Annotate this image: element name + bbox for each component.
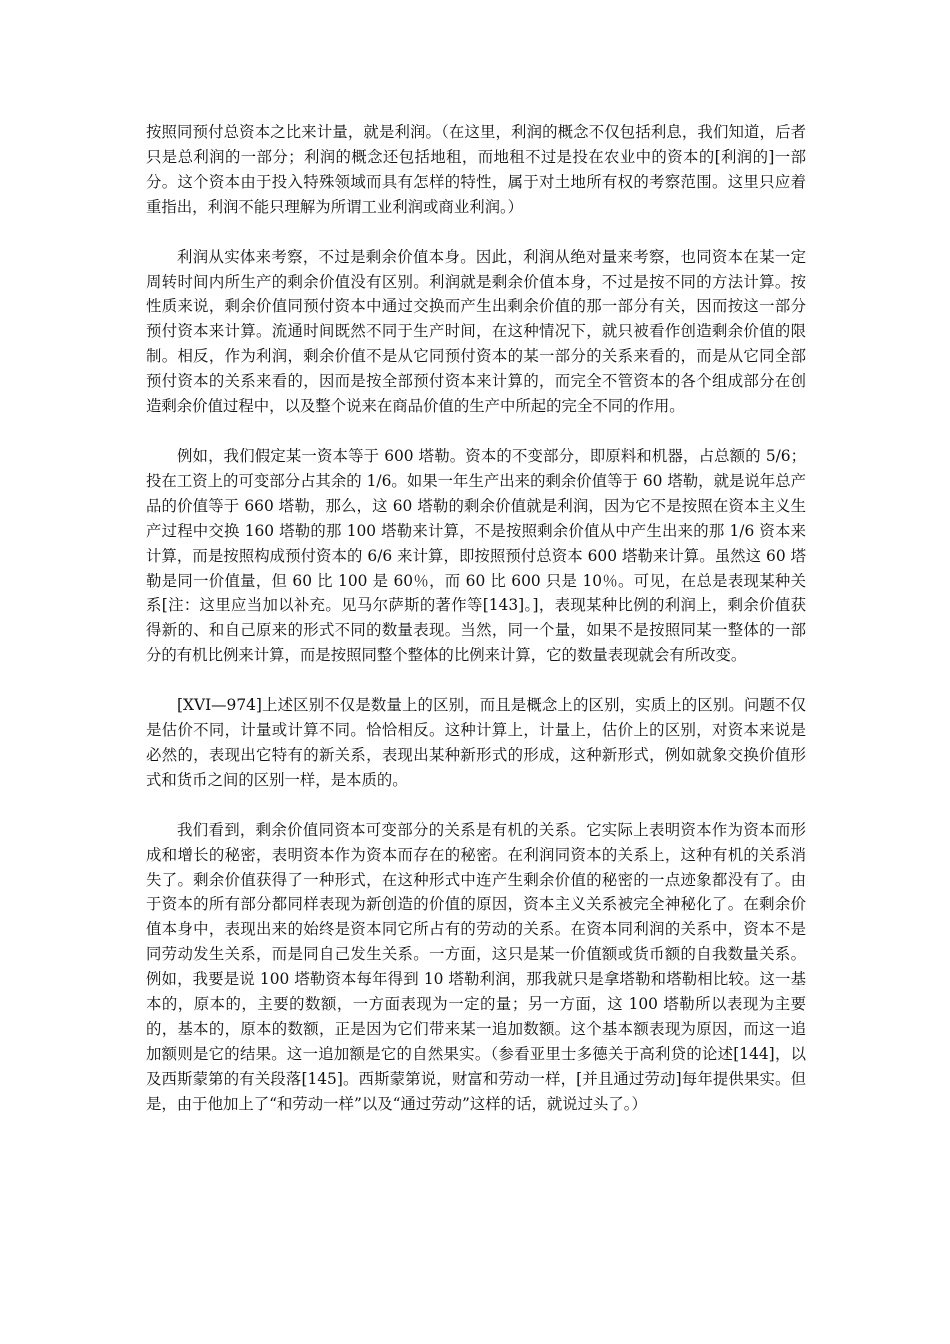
paragraph-4: [XVI—974]上述区别不仅是数量上的区别，而且是概念上的区别，实质上的区别。问题不仅是估价不同，计量或计算不同。恰恰相反。这种计算上，计量上，估价上的区别，对资本来说是必然的，表现出它特有的新关系，表现出某种新形式的形成，这种新形式，例如就象交换价值形式和货币之间的区别一样，是本质的。 xyxy=(146,696,806,789)
paragraph-2: 利润从实体来考察，不过是剩余价值本身。因此，利润从绝对量来考察，也同资本在某一定周转时间内所生产的剩余价值没有区别。利润就是剩余价值本身，不过是按不同的方法计算。按性质来说，剩余价值同预付资本中通过交换而产生出剩余价值的那一部分有关，因而按这一部分预付资本来计算。流通时间既然不同于生产时间，在这种情况下，就只被看作创造剩余价值的限制。相反，作为利润，剩余价值不是从它同预付资本的某一部分的关系来看的，而是从它同全部预付资本的关系来看的，因而是按全部预付资本来计算的，而完全不管资本的各个组成部分在创造剩余价值过程中，以及整个说来在商品价值的生产中所起的完全不同的作用。 xyxy=(146,247,806,416)
paragraph-1: 按照同预付总资本之比来计量，就是利润。（在这里，利润的概念不仅包括利息，我们知道，后者只是总利润的一部分；利润的概念还包括地租，而地租不过是投在农业中的资本的[利润的]一部分。这个资本由于投入特殊领域而具有怎样的特性，属于对土地所有权的考察范围。这里只应着重指出，利润不能只理解为所谓工业利润或商业利润。） xyxy=(146,123,806,216)
paragraph-3: 例如，我们假定某一资本等于 600 塔勒。资本的不变部分，即原料和机器，占总额的 5/6；投在工资上的可变部分占其余的 1/6。如果一年生产出来的剩余价值等于 60 塔勒，就是说年总产品的价值等于 660 塔勒，那么，这 60 塔勒的剩余价值就是利润，因为它不是按照在资本主义生产过程中交换 160 塔勒的那 100 塔勒来计算，不是按照剩余价值从中产生出来的那 1/6 资本来计算，而是按照构成预付资本的 6/6 来计算，即按照预付总资本 600 塔勒来计算。虽然这 60 塔勒是同一价值量，但 60 比 100 是 60％，而 60 比 600 只是 10％。可见，在总是表现某种关系[注：这里应当加以补充。见马尔萨斯的著作等[143]。]，表现某种比例的利润上，剩余价值获得新的、和自己原来的形式不同的数量表现。当然，同一个量，如果不是按照同某一整体的一部分的有机比例来计算，而是按照同整个整体的比例来计算，它的数量表现就会有所改变。 xyxy=(146,446,806,665)
document-body xyxy=(146,120,806,1142)
paragraph-5: 我们看到，剩余价值同资本可变部分的关系是有机的关系。它实际上表明资本作为资本而形成和增长的秘密，表明资本作为资本而存在的秘密。在利润同资本的关系上，这种有机的关系消失了。剩余价值获得了一种形式，在这种形式中连产生剩余价值的秘密的一点迹象都没有了。由于资本的所有部分都同样表现为新创造的价值的原因，资本主义关系被完全神秘化了。在剩余价值本身中，表现出来的始终是资本同它所占有的劳动的关系。在资本同利润的关系中，资本不是同劳动发生关系，而是同自己发生关系。一方面，这只是某一价值额或货币额的自我数量关系。例如，我要是说 100 塔勒资本每年得到 10 塔勒利润，那我就只是拿塔勒和塔勒相比较。这一基本的，原本的，主要的数额，一方面表现为一定的量；另一方面，这 100 塔勒所以表现为主要的，基本的，原本的数额，正是因为它们带来某一追加数额。这个基本额表现为原因，而这一追加额则是它的结果。这一追加额是它的自然果实。（参看亚里士多德关于高利贷的论述[144]，以及西斯蒙第的有关段落[145]。西斯蒙第说，财富和劳动一样，[并且通过劳动]每年提供果实。但是，由于他加上了“和劳动一样”以及“通过劳动”这样的话，就说过头了。） xyxy=(146,820,806,1113)
